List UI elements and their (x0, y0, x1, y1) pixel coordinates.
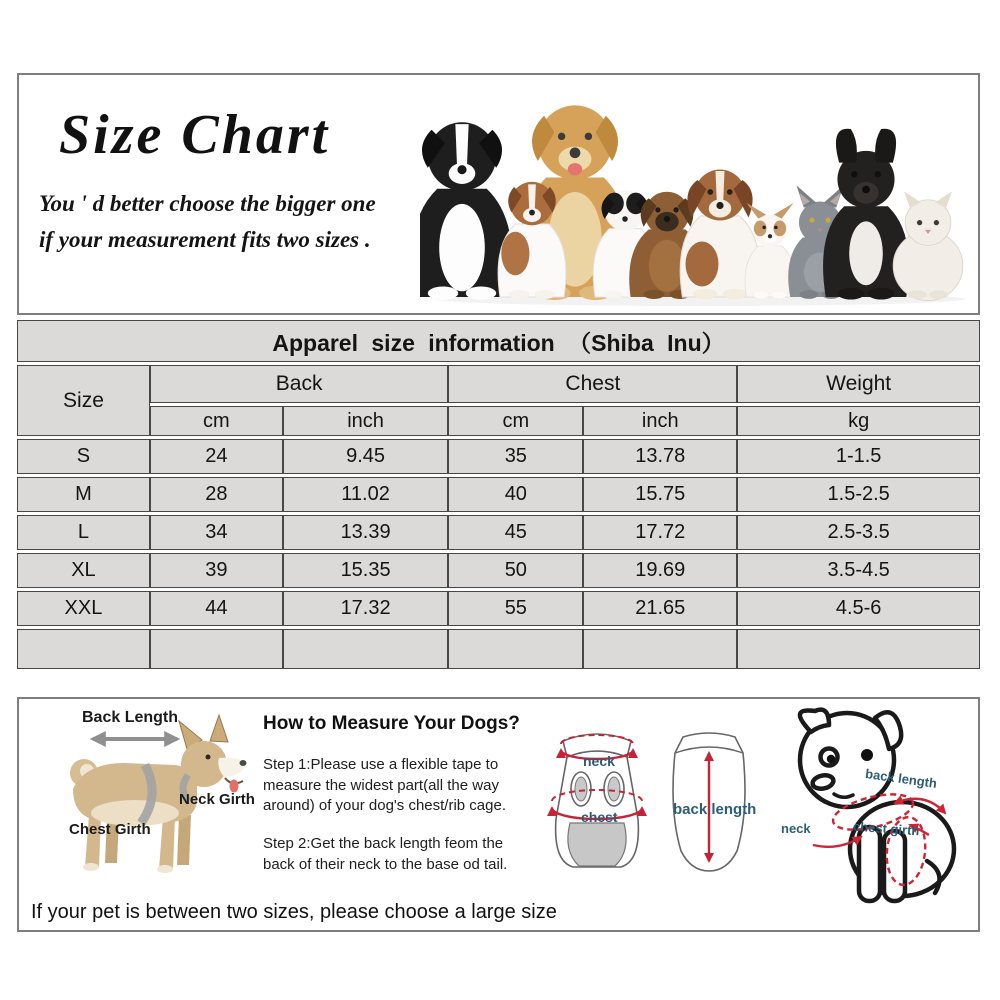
garment-chest-label: chest (581, 809, 618, 825)
table-cell: 24 (150, 439, 283, 474)
garment-neck-label: neck (583, 753, 615, 769)
table-cell: 15.75 (583, 477, 737, 512)
garment-diagrams (521, 701, 779, 893)
table-row-s (17, 439, 980, 474)
table-cell (448, 629, 583, 669)
table-cell: 34 (150, 515, 283, 550)
table-cell: 19.69 (583, 553, 737, 588)
size-advice-note: If your pet is between two sizes, please choose a large size (31, 901, 557, 923)
table-cell: L (17, 515, 150, 550)
table-cell: 17.32 (283, 591, 449, 626)
table-cell (283, 629, 449, 669)
howto-heading: How to Measure Your Dogs? (263, 713, 520, 734)
table-title: Apparel size information （Shiba Inu） (17, 320, 980, 362)
unit-back-cm: cm (150, 406, 283, 436)
back-length-label: Back Length (82, 709, 179, 726)
table-cell: 3.5-4.5 (737, 553, 980, 588)
chest-girth-label: Chest Girth (69, 821, 151, 838)
table-title-row (17, 320, 980, 362)
col-header-weight: Weight (737, 365, 980, 403)
garment-back-length-label: back length (673, 801, 757, 818)
neck-girth-label: Neck Girth (179, 791, 255, 808)
col-header-back: Back (150, 365, 449, 403)
unit-chest-inch: inch (583, 406, 737, 436)
table-cell: 28 (150, 477, 283, 512)
table-cell: M (17, 477, 150, 512)
table-cell: 35 (448, 439, 583, 474)
table-cell: 55 (448, 591, 583, 626)
table-cell: XXL (17, 591, 150, 626)
table-cell: 44 (150, 591, 283, 626)
size-table-section (17, 317, 980, 672)
col-header-chest: Chest (448, 365, 737, 403)
table-cell: 11.02 (283, 477, 449, 512)
puppy-back-length-label: back length (864, 766, 938, 791)
persian-cat-icon (893, 191, 963, 300)
table-cell: 39 (150, 553, 283, 588)
puppy-chest-girth-label: chest girth (852, 818, 920, 839)
size-table (17, 317, 980, 672)
table-cell (17, 629, 150, 669)
table-cell (737, 629, 980, 669)
table-row-xxl (17, 591, 980, 626)
table-cell: XL (17, 553, 150, 588)
measure-section (17, 697, 980, 932)
puppy-neck-label: neck (781, 821, 811, 836)
table-cell: 13.78 (583, 439, 737, 474)
table-cell: 1.5-2.5 (737, 477, 980, 512)
table-cell: 9.45 (283, 439, 449, 474)
table-row-empty (17, 629, 980, 669)
subtitle-line1: You ' d better choose the bigger one (39, 191, 376, 216)
table-cell: 45 (448, 515, 583, 550)
table-row-l (17, 515, 980, 550)
howto-step2: Step 2:Get the back length feom the back of their neck to the base od tail. (263, 835, 508, 873)
table-cell: 13.39 (283, 515, 449, 550)
table-cell: 50 (448, 553, 583, 588)
table-cell (583, 629, 737, 669)
measure-dog-diagram (27, 703, 259, 889)
pets-group-illustration (420, 83, 976, 309)
table-cell: 1-1.5 (737, 439, 980, 474)
puppy-outline-illustration (777, 699, 979, 907)
puppy-diagram (777, 699, 979, 907)
table-cell: 2.5-3.5 (737, 515, 980, 550)
table-cell (150, 629, 283, 669)
table-units-row (17, 406, 980, 436)
col-header-size: Size (17, 365, 150, 436)
table-row-m (17, 477, 980, 512)
howto-step1: Step 1:Please use a flexible tape to measure the widest part(all the way around) of your dog's chest/rib cage. (263, 756, 507, 815)
table-cell: 21.65 (583, 591, 737, 626)
table-cell: 4.5-6 (737, 591, 980, 626)
table-cell: 15.35 (283, 553, 449, 588)
header-section (17, 73, 980, 315)
table-cell: 40 (448, 477, 583, 512)
table-cell: S (17, 439, 150, 474)
unit-back-inch: inch (283, 406, 449, 436)
table-cell: 17.72 (583, 515, 737, 550)
page-title: Size Chart (59, 104, 331, 166)
howto-text-block (263, 713, 529, 892)
unit-chest-cm: cm (448, 406, 583, 436)
table-row-xl (17, 553, 980, 588)
table-header-row (17, 365, 980, 403)
subtitle-line2: if your measurement fits two sizes . (39, 227, 371, 252)
garment-illustration (521, 701, 779, 893)
unit-weight-kg: kg (737, 406, 980, 436)
